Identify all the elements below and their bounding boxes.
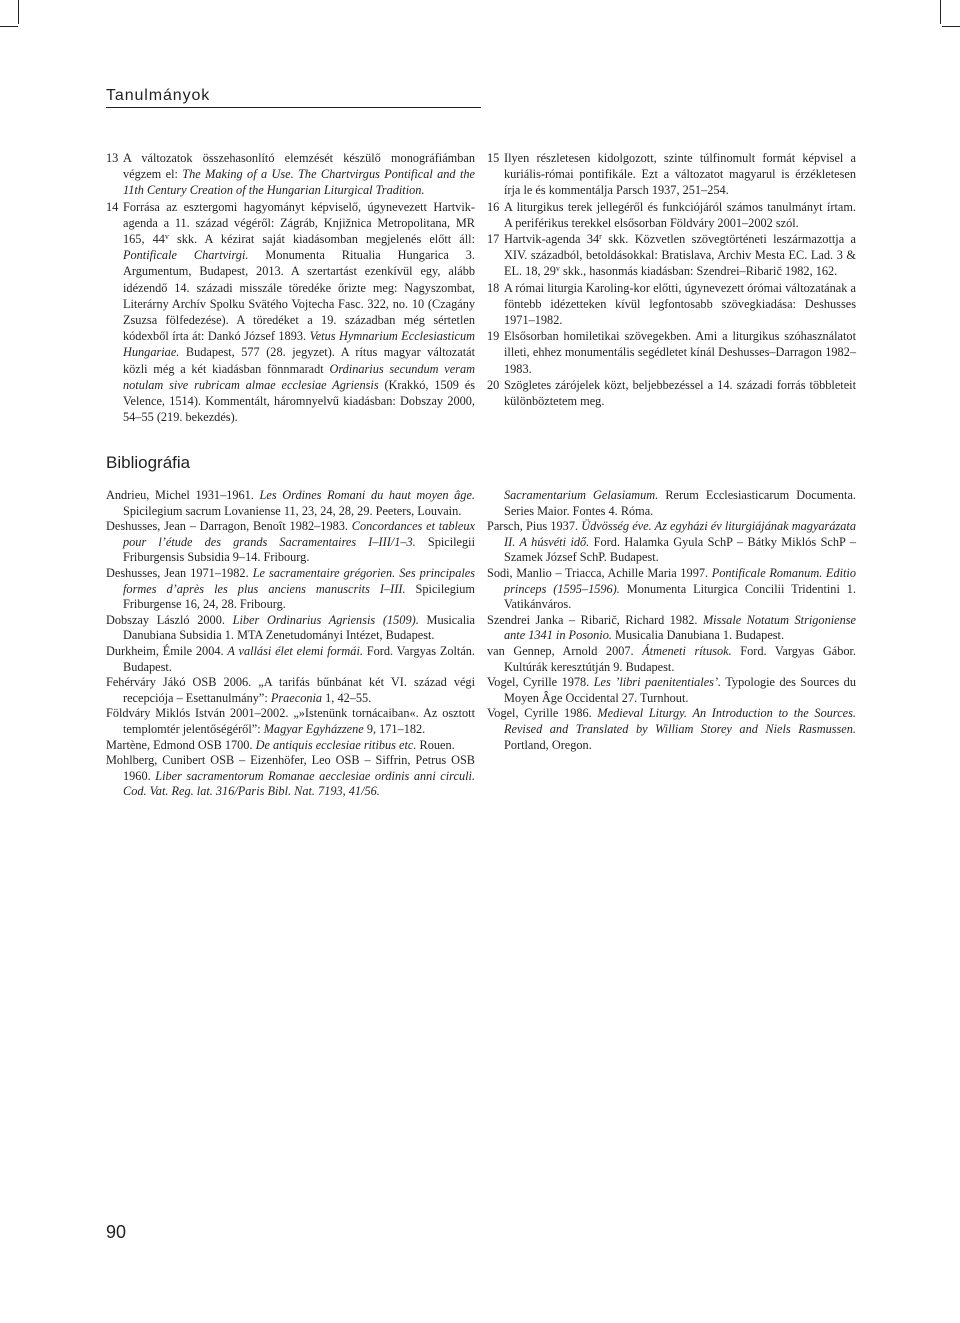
text-run: A változatok összehasonlító elemzését készülő monográfiámban végzem el: — [123, 151, 475, 182]
italic-title: Átmeneti rítusok. — [642, 643, 732, 658]
text-run: Deshusses, Jean 1971–1982. — [106, 565, 253, 580]
bibliography-entry — [106, 706, 475, 737]
footnote-number: 18 — [487, 280, 500, 295]
footnote-text — [504, 150, 856, 199]
italic-title: Pontificale Romanum. Editio princeps (1595–1596). — [504, 565, 856, 596]
section-header: Tanulmányok — [106, 86, 481, 108]
text-run: A liturgikus terek jellegéről és funkciójáról számos tanulmányt írtam. A periférikus terekkel elsősorban Földváry 2001–2002 szól. — [504, 199, 856, 230]
superscript: v — [164, 232, 169, 242]
text-run: skk. Közvetlen szövegtörténeti leszármazottja a XIV. századból, betoldásokkal: Bratislava, Archiv Mesta EC. Lad. 3 & EL. 18, 29 — [504, 232, 856, 279]
text-run: Budapest, 577 (28. jegyzet). A rítus magyar változatát közli még a két kiadásban fönnmaradt — [123, 345, 475, 376]
bibliography-entry — [106, 519, 475, 566]
bibliography-entry — [106, 675, 475, 706]
text-run: Martène, Edmond OSB 1700. — [106, 737, 256, 752]
bibliography-entry — [487, 613, 856, 644]
footnote-number: 13 — [106, 151, 119, 165]
italic-title: Liber sacramentorum Romanae aecclesiae ordinis anni circuli. Cod. Vat. Reg. lat. 316/Paris Bibl. Nat. 7193, 41/56. — [123, 768, 476, 799]
bibliography-entry — [487, 675, 856, 706]
text-run: Dobszay László 2000. — [106, 612, 233, 627]
text-run: Spicilegii Friburgensis Subsidia 9–14. Fribourg. — [123, 534, 475, 565]
text-run: Rerum Ecclesiasticarum Documenta. Series Maior. Fontes 4. Róma. — [504, 488, 856, 518]
text-run: Musicalia Danubiana Subsidia 1. MTA Zenetudományi Intézet, Budapest. — [123, 612, 475, 643]
text-run: Monumenta Liturgica Concilii Tridentini 1. Vatikánváros. — [504, 581, 856, 612]
bibliography-entry — [106, 644, 475, 675]
text-run: (Krakkó, 1509 és Velence, 1514). Kommentált, háromnyelvű kiadásban: Dobszay 2000, 54–55 (219. bekezdés). — [123, 377, 475, 425]
footnote — [106, 199, 475, 426]
footnote-text — [504, 280, 856, 329]
superscript: r — [599, 232, 602, 242]
text-run: Szendrei Janka – Ribarič, Richard 1982. — [487, 612, 703, 627]
text-run: Elsősorban homiletikai szövegekben. Ami a liturgikus szóhasználatot illeti, ehhez monumentális segédletet kínál Deshusses–Darragon 1982–1983. — [504, 329, 856, 376]
footnote-text — [504, 377, 856, 409]
bibliography-entry-continuation — [487, 488, 856, 519]
text-run: Fehérváry Jákó OSB 2006. „A tarifás bűnbánat két VI. század végi recepciója – Esettanulmány”: — [106, 675, 475, 705]
bibliography-entry — [106, 753, 475, 800]
page-number: 90 — [106, 1222, 127, 1242]
text-run: Hartvik-agenda 34 — [504, 232, 600, 247]
bibliography-title: Bibliográfia — [106, 453, 191, 472]
italic-title: Concordances et tableux pour l’étude des grands Sacramentaires I–III/1–3. — [123, 519, 475, 549]
bibliography-entry — [106, 613, 475, 644]
bibliography-left-column — [106, 488, 475, 800]
text-run: Vogel, Cyrille 1986. — [487, 706, 598, 721]
footnote — [487, 377, 856, 409]
italic-title: Sacramentarium Gelasiamum. — [504, 488, 659, 502]
bibliography-entry — [106, 488, 475, 519]
italic-title: A vallási élet elemi formái. — [227, 643, 363, 658]
footnote-text — [504, 231, 856, 280]
text-run: Sodi, Manlio – Triacca, Achille Maria 1997. — [487, 565, 712, 580]
bibliography-entry — [487, 519, 856, 566]
italic-title: Missale Notatum Strigoniense ante 1341 in Posonio. — [504, 612, 856, 643]
text-run: van Gennep, Arnold 2007. — [487, 643, 643, 658]
footnote-number: 17 — [487, 232, 500, 247]
crop-mark-top-left-horizontal — [0, 26, 18, 27]
footnote-text — [504, 328, 856, 377]
text-run: Forrása az esztergomi hagyományt képviselő, úgynevezett Hartvik-agenda a 11. század végéről: Zágráb, Knjižnica Metropolitana, MR 165, 44 — [123, 199, 475, 247]
text-run: Mohlberg, Cunibert OSB – Eizenhöfer, Leo OSB – Siffrin, Petrus OSB 1960. — [106, 753, 475, 783]
crop-mark-top-left — [18, 0, 19, 24]
italic-title: Pontificale Chartvirgi. — [123, 248, 249, 263]
text-run: Szögletes zárójelek közt, beljebbezéssel a 14. századi forrás többleteit különböztetem meg. — [504, 377, 856, 409]
italic-title: Les ’libri paenitentiales’. — [593, 675, 722, 690]
text-run: A római liturgia Karoling-kor előtti, úgynevezett órómai változatának a föntebb idézetteken kívül legfontosabb szövegkiadása: Deshusses 1971–1982. — [504, 280, 856, 328]
text-run: Andrieu, Michel 1931–1961. — [106, 488, 260, 502]
italic-title: Liber Ordinarius Agriensis (1509). — [232, 612, 419, 627]
text-run: Ilyen részletesen kidolgozott, szinte túlfinomult formát képvisel a kuriális-római pontifikále. Ezt a változatot magyarul is érzékletesen írja le és kommentálja Parsch 1937, 251–254. — [504, 151, 856, 198]
italic-title: Le sacramentaire grégorien. Ses principales formes d’après les plus anciens manuscrits I–III. — [123, 565, 476, 596]
italic-title: Les Ordines Romani du haut moyen âge. — [259, 488, 475, 502]
text-run: 9, 171–182. — [363, 721, 426, 736]
footnote — [487, 328, 856, 377]
crop-mark-top-right-horizontal — [942, 26, 960, 27]
text-run: Deshusses, Jean – Darragon, Benoît 1982–1983. — [106, 519, 352, 534]
footnote-number: 15 — [487, 151, 500, 165]
bibliography-entry — [487, 706, 856, 753]
footnote-number: 19 — [487, 329, 500, 344]
text-run: Ford. Vargyas Zoltán. Budapest. — [123, 643, 475, 674]
footnote — [487, 231, 856, 280]
text-run: Durkheim, Émile 2004. — [106, 643, 228, 658]
text-run: Spicilegium sacrum Lovaniense 11, 23, 24, 28, 29. Peeters, Louvain. — [123, 503, 462, 518]
text-run: Ford. Halamka Gyula SchP – Bátky Miklós SchP – Szamek József SchP. Budapest. — [504, 534, 856, 565]
text-run: Typologie des Sources du Moyen Âge Occidental 27. Turnhout. — [504, 675, 856, 705]
text-run: Spicilegium Friburgense 16, 24, 28. Fribourg. — [123, 581, 475, 612]
text-run: skk., hasonmás kiadásban: Szendrei–Ribarič 1982, 162. — [559, 264, 838, 279]
italic-title: Ordinarius secundum veram notulam sive rubricam almae ecclesiae Agriensis — [123, 361, 475, 392]
footnote — [106, 150, 475, 199]
text-run: Vogel, Cyrille 1978. — [487, 675, 594, 690]
footnote — [487, 280, 856, 329]
text-run: Rouen. — [416, 737, 455, 752]
italic-title: The Making of a Use. The Chartvirgus Pontifical and the 11th Century Creation of the Hungarian Liturgical Tradition. — [123, 167, 475, 198]
bibliography-entry — [106, 738, 475, 754]
footnote-text — [504, 199, 856, 231]
bibliography-entry — [487, 566, 856, 613]
footnote-number: 20 — [487, 377, 500, 392]
superscript: v — [555, 264, 560, 274]
text-run: Monumenta Ritualia Hungarica 3. Argumentum, Budapest, 2013. A szertartást ezenkívül egy, alább idézendő 14. századi misszále töredéke őrizte meg: Nagyszombat, Literárny Archív Spolku Svätého Vojtecha Fasc. 322, no. 10 (Czagány Zsuzsa fölfedezése). A töredéket a 19. században még sértetlen kódexből írta át: Dankó József 1893. — [123, 248, 476, 344]
text-run: skk. A kézirat saját kiadásomban megjelenés előtt áll: — [168, 232, 475, 247]
italic-title: Magyar Egyházzene — [263, 721, 364, 736]
text-run: Parsch, Pius 1937. — [487, 519, 582, 534]
footnotes-left-column — [106, 150, 475, 425]
italic-title: Medieval Liturgy. An Introduction to the Sources. Revised and Translated by William Storey and Niels Rasmussen. — [504, 706, 856, 736]
footnote — [487, 199, 856, 231]
bibliography-entry — [487, 644, 856, 675]
text-run: Földváry Miklós István 2001–2002. „»Istenünk tornácaiban«. Az osztott templomtér jelentőségéről”: — [106, 706, 475, 736]
italic-title: Praeconia — [270, 690, 323, 705]
text-run: 1, 42–55. — [322, 690, 372, 705]
footnote-text — [123, 199, 475, 426]
italic-title: Vetus Hymnarium Ecclesiasticum Hungariae. — [123, 329, 475, 360]
bibliography-right-column — [487, 488, 856, 753]
bibliography-entry — [106, 566, 475, 613]
footnotes-right-column — [487, 150, 856, 409]
footnote — [487, 150, 856, 199]
italic-title: De antiquis ecclesiae ritibus etc. — [255, 737, 417, 752]
footnote-number: 16 — [487, 199, 500, 214]
text-run: Musicalia Danubiana 1. Budapest. — [611, 628, 785, 643]
footnote-number: 14 — [106, 199, 119, 214]
text-run: Ford. Vargyas Gábor. Kultúrák keresztútján 9. Budapest. — [504, 643, 856, 674]
footnote-text — [123, 150, 475, 199]
text-run: Portland, Oregon. — [504, 737, 592, 752]
crop-mark-top-right — [940, 0, 941, 24]
italic-title: Üdvösség éve. Az egyházi év liturgiájának magyarázata II. A húsvéti idő. — [504, 519, 856, 549]
